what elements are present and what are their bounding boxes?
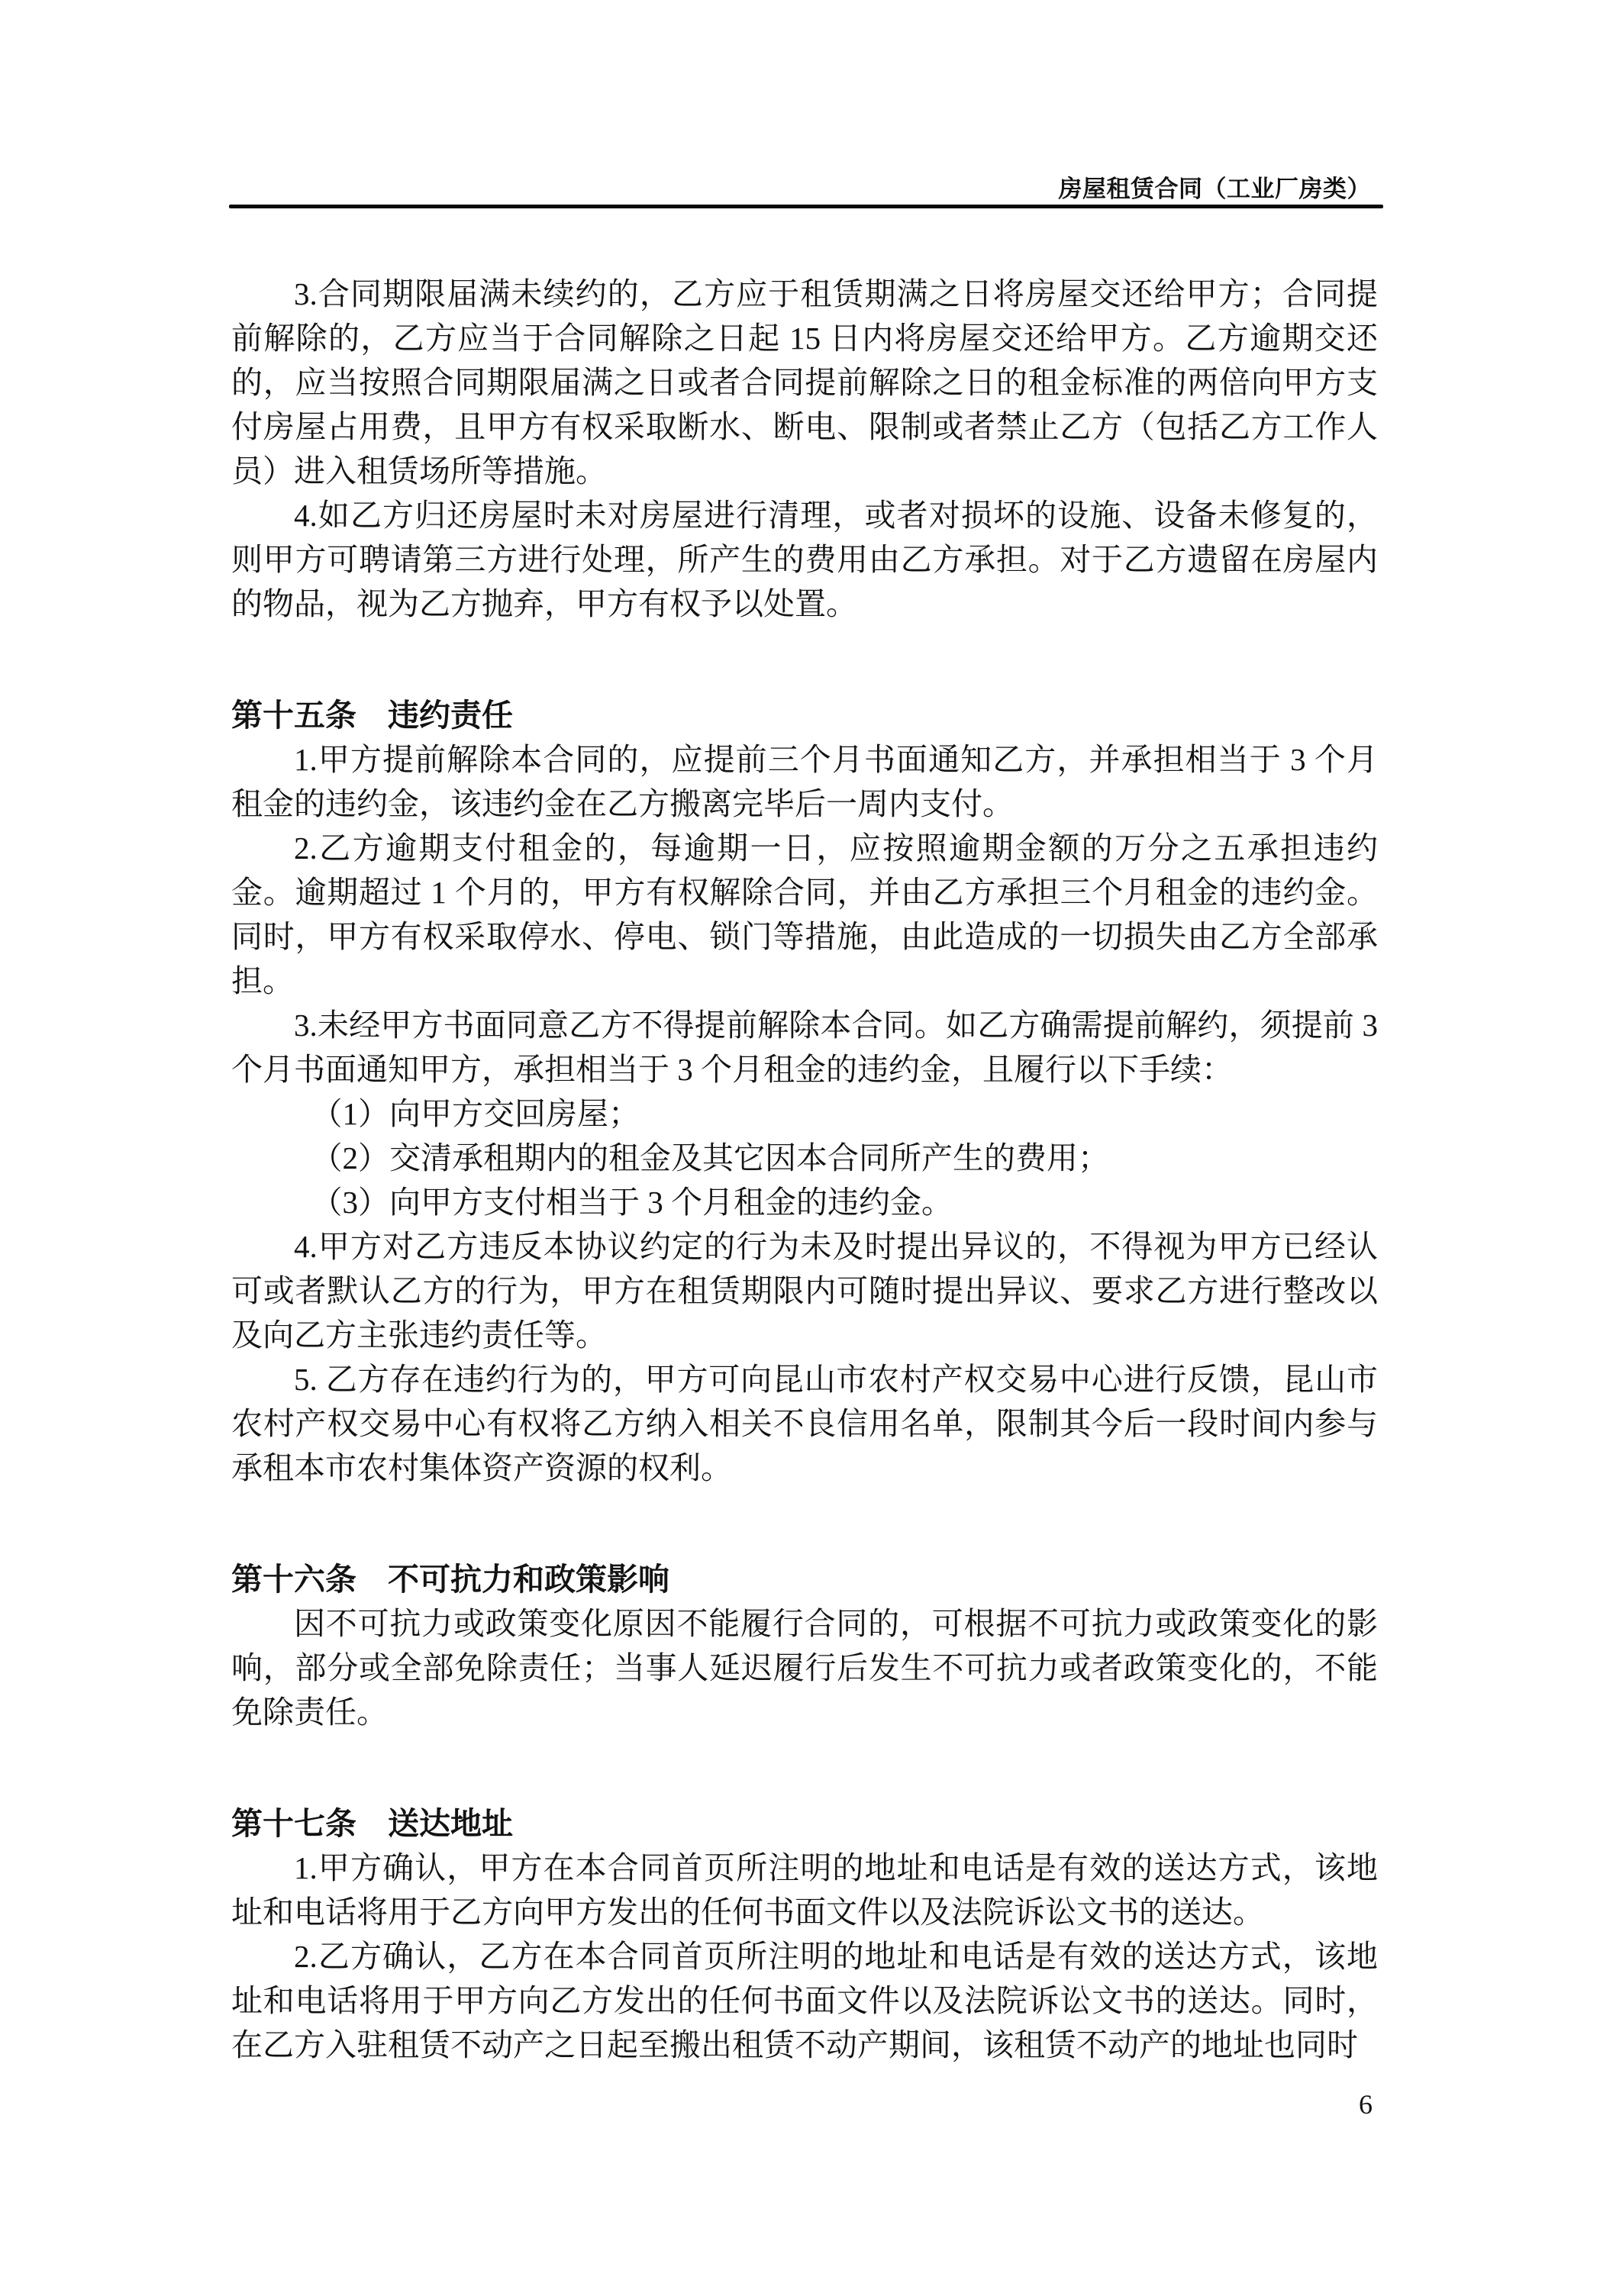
clause14-paragraph-4: 4.如乙方归还房屋时未对房屋进行清理，或者对损坏的设施、设备未修复的，则甲方可聘请第三方进行处理，所产生的费用由乙方承担。对于乙方遗留在房屋内的物品，视为乙方抛弃，甲方有权予以处置。 — [231, 498, 1378, 621]
running-header-title: 房屋租赁合同（工业厂房类） — [1058, 176, 1371, 202]
document-body — [231, 272, 1378, 2067]
clause17-paragraph-1: 1.甲方确认，甲方在本合同首页所注明的地址和电话是有效的送达方式，该地址和电话将用于乙方向甲方发出的任何书面文件以及法院诉讼文书的送达。 — [231, 1850, 1378, 1930]
clause15-paragraph-3: 3.未经甲方书面同意乙方不得提前解除本合同。如乙方确需提前解约，须提前 3 个月书面通知甲方，承担相当于 3 个月租金的违约金，且履行以下手续： — [231, 1008, 1378, 1087]
page-number: 6 — [1359, 2089, 1373, 2120]
clause15-paragraph-4: 4.甲方对乙方违反本协议约定的行为未及时提出异议的，不得视为甲方已经认可或者默认乙方的行为，甲方在租赁期限内可随时提出异议、要求乙方进行整改以及向乙方主张违约责任等。 — [231, 1229, 1378, 1353]
clause15-subitem-3: （3）向甲方支付相当于 3 个月租金的违约金。 — [311, 1185, 953, 1220]
clause-16-heading: 第十六条 不可抗力和政策影响 — [231, 1562, 669, 1597]
clause15-paragraph-5: 5. 乙方存在违约行为的，甲方可向昆山市农村产权交易中心进行反馈，昆山市农村产权交易中心有权将乙方纳入相关不良信用名单，限制其今后一段时间内参与承租本市农村集体资产资源的权利。 — [231, 1362, 1378, 1485]
clause15-subitem-1: （1）向甲方交回房屋； — [311, 1096, 640, 1131]
header-rule-divider — [229, 205, 1383, 208]
clause-15-heading: 第十五条 违约责任 — [231, 698, 513, 733]
clause15-paragraph-2: 2.乙方逾期支付租金的，每逾期一日，应按照逾期金额的万分之五承担违约金。逾期超过 1 个月的，甲方有权解除合同，并由乙方承担三个月租金的违约金。同时，甲方有权采取停水、停电、锁门等措施，由此造成的一切损失由乙方全部承担。 — [231, 830, 1378, 998]
clause14-paragraph-3: 3.合同期限届满未续约的，乙方应于租赁期满之日将房屋交还给甲方；合同提前解除的，乙方应当于合同解除之日起 15 日内将房屋交还给甲方。乙方逾期交还的，应当按照合同期限届满之日或者合同提前解除之日的租金标准的两倍向甲方支付房屋占用费，且甲方有权采取断水、断电、限制或者禁止乙方（包括乙方工作人员）进入租赁场所等措施。 — [231, 276, 1378, 489]
clause15-paragraph-1: 1.甲方提前解除本合同的，应提前三个月书面通知乙方，并承担相当于 3 个月租金的违约金，该违约金在乙方搬离完毕后一周内支付。 — [231, 742, 1378, 821]
clause15-subitem-2: （2）交清承租期内的租金及其它因本合同所产生的费用； — [311, 1140, 1110, 1175]
clause17-paragraph-2: 2.乙方确认，乙方在本合同首页所注明的地址和电话是有效的送达方式，该地址和电话将用于甲方向乙方发出的任何书面文件以及法院诉讼文书的送达。同时，在乙方入驻租赁不动产之日起至搬出租赁不动产期间，该租赁不动产的地址也同时 — [231, 1939, 1378, 2062]
clause-17-heading: 第十七条 送达地址 — [231, 1806, 513, 1841]
clause16-paragraph-1: 因不可抗力或政策变化原因不能履行合同的，可根据不可抗力或政策变化的影响，部分或全部免除责任；当事人延迟履行后发生不可抗力或者政策变化的，不能免除责任。 — [231, 1606, 1378, 1730]
